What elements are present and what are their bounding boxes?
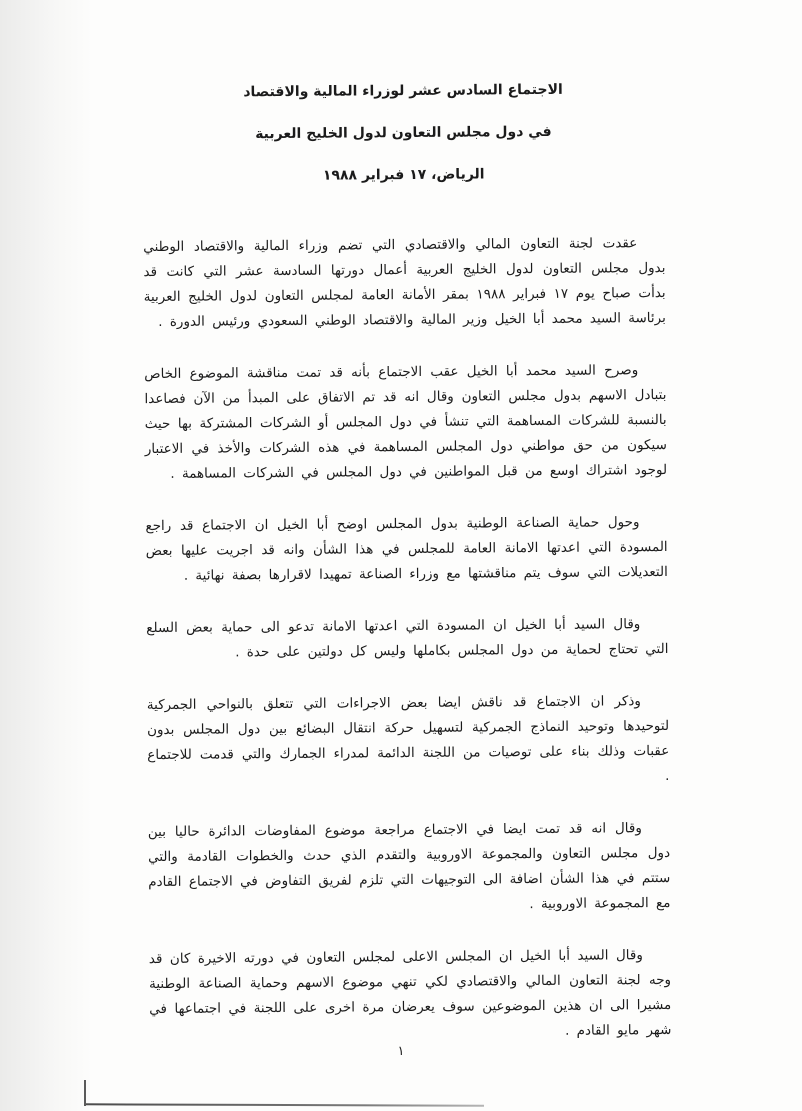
page-number: ١ [397,1044,405,1059]
paragraph-1: عقدت لجنة التعاون المالي والاقتصادي التي تضم وزراء المالية والاقتصاد الوطني بدول مجلس التعاون لدول الخليج العربية أعمال دورتها السادسة عشر التي كانت قد بدأت صباح يوم ١٧ فبراير ١٩٨٨ بمقر الأمانة العامة لمجلس التعاون لدول الخليج العربية برئاسة السيد محمد أبا الخيل وزير المالية والاقتصاد الوطني السعودي ورئيس الدورة . [143,235,666,330]
scan-corner-mark [84,1080,86,1106]
paragraph-6: وقال انه قد تمت ايضا في الاجتماع مراجعة موضوع المفاوضات الدائرة حاليا بين دول مجلس التعاون والمجموعة الاوروبية والتقدم الذي حدث والخطوات القادمة والتي ستتم في هذا الشأن اضافة الى التوجيهات التي تلزم لفريق التفاوض في الاجتماع القادم مع المجموعة الاوروبية . [147,820,671,913]
document-title-line-1: الاجتماع السادس عشر لوزراء المالية والاقتصاد [243,81,563,101]
document-body [143,231,671,1047]
document-title-line-3: الرياض، ١٧ فبراير ١٩٨٨ [322,166,485,184]
paragraph-4: وقال السيد أبا الخيل ان المسودة التي اعدتها الامانة تدعو الى حماية بعض السلع التي تحتاج لحماية من دول المجلس بكاملها وليس كل دولتين على حدة . [146,616,669,661]
paragraph-7: وقال السيد أبا الخيل ان المجلس الاعلى لمجلس التعاون في دورته الاخيرة كان قد وجه لجنة التعاون المالي والاقتصادي لكي تنهي موضوع الاسهم وحماية الصناعة الوطنية مشيرا الى ان هذين الموضوعين سوف يعرضان مرة اخرى على اللجنة في اجتماعها في شهر مايو القادم . [148,947,672,1039]
scan-bottom-edge-line [84,1103,484,1106]
paragraph-5: وذكر ان الاجتماع قد ناقش ايضا بعض الاجراءات التي تتعلق بالنواحي الجمركية لتوحيدها وتوحيد النماذج الجمركية لتسهيل حركة انتقال البضائع بين دول المجلس بدون عقبات وذلك بناء على توصيات من اللجنة الدائمة لمدراء الجمارك والتي قدمت للاجتماع . [146,693,670,785]
scan-left-edge-shadow [0,0,92,1111]
paragraph-3: وحول حماية الصناعة الوطنية بدول المجلس اوضح أبا الخيل ان الاجتماع قد راجع المسودة التي اعدتها الامانة العامة للمجلس في هذا الشأن وانه قد اجريت عليها بعض التعديلات التي سوف يتم مناقشتها مع وزراء الصناعة تمهيدا لاقرارها بصفة نهائية . [145,514,668,584]
paragraph-2: وصرح السيد محمد أبا الخيل عقب الاجتماع بأنه قد تمت مناقشة الموضوع الخاص بتبادل الاسهم بدول مجلس التعاون وقال انه قد تم الاتفاق على المبدأ من الآن فصاعدا بالنسبة للشركات المساهمة التي تنشأ في دول المجلس أو الشركات المشتركة بها حيث سيكون من حق مواطني دول المجلس المساهمة في هذه الشركات والأخذ في الاعتبار لوجود اشتراك اوسع من قبل المواطنين في دول المجلس في الشركات المساهمة . [144,362,668,482]
document-title-line-2: في دول مجلس التعاون لدول الخليج العربية [255,123,552,143]
document-content [142,82,672,1074]
